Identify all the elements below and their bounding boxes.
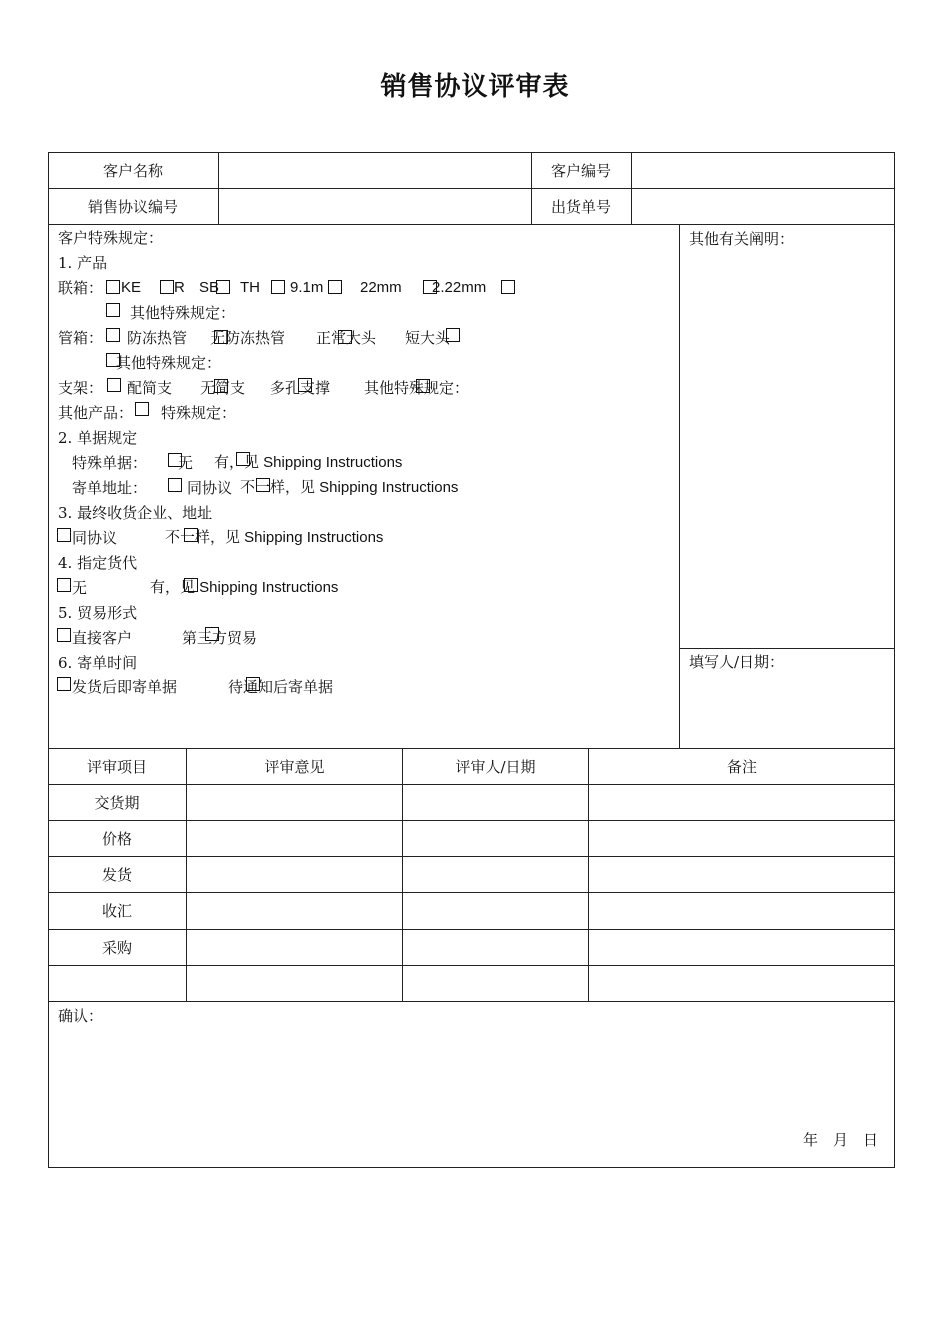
docs-label: 特殊单据： xyxy=(72,454,148,472)
checkbox-pipe-antifreeze[interactable] xyxy=(106,328,120,342)
checkbox-time-notice[interactable] xyxy=(246,677,260,691)
section-3-heading: 3. 最终收货企业、地址 xyxy=(58,504,213,522)
section-2-heading: 2. 单据规定 xyxy=(58,429,138,447)
pipe-opt-normal-head: 正常大头 xyxy=(316,329,377,347)
other-product-label: 其他产品： xyxy=(58,404,134,422)
confirm-date: 年 月 日 xyxy=(803,1131,879,1149)
checkbox-box-sb[interactable] xyxy=(216,280,230,294)
checkbox-other-product[interactable] xyxy=(135,402,149,416)
section-1-heading: 1. 产品 xyxy=(58,254,108,272)
consignee-opt-diff: 不一样，见 Shipping Instructions xyxy=(165,529,384,546)
review-item-collection: 收汇 xyxy=(101,902,132,920)
box-opt-r: R xyxy=(174,279,185,296)
box-opt-sb: SB xyxy=(199,279,220,296)
consignee-opt-same: 同协议 xyxy=(72,529,118,547)
box-opt-ke: KE xyxy=(121,279,142,296)
shipment-no-label: 出货单号 xyxy=(550,197,611,216)
checkbox-forwarder-yes[interactable] xyxy=(184,578,198,592)
review-item-shipping: 发货 xyxy=(101,865,132,884)
special-heading: 客户特殊规定： xyxy=(58,229,164,247)
filler-date-label: 填写人/日期： xyxy=(689,653,785,671)
col-divider xyxy=(679,224,680,748)
box-opt-th: TH xyxy=(240,279,260,296)
side-divider xyxy=(679,648,895,649)
section-6-heading: 6. 寄单时间 xyxy=(58,654,138,672)
forwarder-opt-yes: 有，见 Shipping Instructions xyxy=(150,579,339,596)
col-divider xyxy=(588,748,589,1001)
customer-name-field[interactable] xyxy=(219,152,531,188)
docs-opt-none: 无 xyxy=(178,454,194,472)
pipe-opt-short-head: 短大头 xyxy=(405,329,451,347)
row-divider xyxy=(48,224,895,225)
review-header-reviewer: 评审人/日期 xyxy=(455,757,536,776)
shipment-no-field[interactable] xyxy=(632,188,894,224)
bracket-opt-with: 配简支 xyxy=(127,379,173,397)
checkbox-mail-same[interactable] xyxy=(168,478,182,492)
box-other-label: 其他特殊规定： xyxy=(130,304,236,322)
bracket-opt-multi: 多孔支撑 xyxy=(270,379,331,397)
docs-opt-yes: 有，见 Shipping Instructions xyxy=(214,454,403,471)
trade-opt-third: 第三方贸易 xyxy=(182,629,258,647)
customer-no-label: 客户编号 xyxy=(550,161,611,180)
pipe-other-label: 其他特殊规定： xyxy=(116,354,222,372)
time-opt-notice: 待通知后寄单据 xyxy=(228,678,334,696)
agreement-no-field[interactable] xyxy=(219,188,531,224)
review-header-remark: 备注 xyxy=(726,757,757,776)
row-divider xyxy=(48,1001,895,1002)
checkbox-consignee-same[interactable] xyxy=(57,528,71,542)
checkbox-pipe-no-antifreeze[interactable] xyxy=(214,330,228,344)
checkbox-bracket-with[interactable] xyxy=(107,378,121,392)
pipe-opt-no-antifreeze: 无防冻热管 xyxy=(210,329,286,347)
customer-name-label: 客户名称 xyxy=(102,161,163,180)
mail-opt-same: 同协议 xyxy=(187,479,233,497)
review-item-purchase: 采购 xyxy=(101,938,132,957)
mail-label: 寄单地址： xyxy=(72,479,148,497)
box-prefix: 联箱： xyxy=(58,279,104,297)
checkbox-box-th[interactable] xyxy=(271,280,285,294)
pipe-prefix: 管箱： xyxy=(58,329,104,347)
review-header-item: 评审项目 xyxy=(86,757,147,776)
bracket-opt-other: 其他特殊规定： xyxy=(364,379,470,397)
checkbox-trade-direct[interactable] xyxy=(57,628,71,642)
checkbox-bracket-without[interactable] xyxy=(214,379,228,393)
checkbox-box-r[interactable] xyxy=(160,280,174,294)
checkbox-box-9m[interactable] xyxy=(328,280,342,294)
col-divider xyxy=(186,748,187,1001)
checkbox-box-ke[interactable] xyxy=(106,280,120,294)
review-item-price: 价格 xyxy=(101,829,132,848)
checkbox-box-other[interactable] xyxy=(106,303,120,317)
pipe-opt-antifreeze: 防冻热管 xyxy=(127,329,188,347)
review-item-blank xyxy=(48,965,186,1001)
checkbox-mail-diff[interactable] xyxy=(256,478,270,492)
checkbox-box-2-22mm[interactable] xyxy=(501,280,515,294)
other-product-rule: 特殊规定： xyxy=(161,404,237,422)
box-opt-2-22mm: 2.22mm xyxy=(432,279,487,296)
checkbox-bracket-multi[interactable] xyxy=(298,378,312,392)
review-header-opinion: 评审意见 xyxy=(264,757,325,776)
box-opt-22mm: 22mm xyxy=(360,279,402,296)
checkbox-pipe-short-head[interactable] xyxy=(446,328,460,342)
mail-opt-diff: 不一样，见 Shipping Instructions xyxy=(240,479,459,496)
bracket-opt-without: 无简支 xyxy=(200,379,246,397)
col-divider xyxy=(402,748,403,1001)
checkbox-bracket-other[interactable] xyxy=(416,379,430,393)
confirm-label: 确认： xyxy=(58,1007,104,1025)
checkbox-forwarder-none[interactable] xyxy=(57,578,71,592)
other-notes-label: 其他有关阐明： xyxy=(689,230,795,248)
checkbox-time-after[interactable] xyxy=(57,677,71,691)
document-title: 销售协议评审表 xyxy=(380,72,570,102)
time-opt-after: 发货后即寄单据 xyxy=(72,678,178,696)
agreement-no-label: 销售协议编号 xyxy=(87,197,178,216)
section-5-heading: 5. 贸易形式 xyxy=(58,604,138,622)
review-item-delivery: 交货期 xyxy=(94,793,140,812)
bracket-prefix: 支架： xyxy=(58,379,104,397)
section-4-heading: 4. 指定货代 xyxy=(58,554,138,572)
checkbox-docs-yes[interactable] xyxy=(236,452,250,466)
checkbox-consignee-diff[interactable] xyxy=(184,528,198,542)
checkbox-pipe-normal-head[interactable] xyxy=(338,330,352,344)
trade-opt-direct: 直接客户 xyxy=(72,629,133,647)
box-opt-9m: 9.1m xyxy=(290,279,324,296)
forwarder-opt-none: 无 xyxy=(72,579,88,597)
customer-no-field[interactable] xyxy=(632,152,894,188)
checkbox-trade-third[interactable] xyxy=(205,627,219,641)
